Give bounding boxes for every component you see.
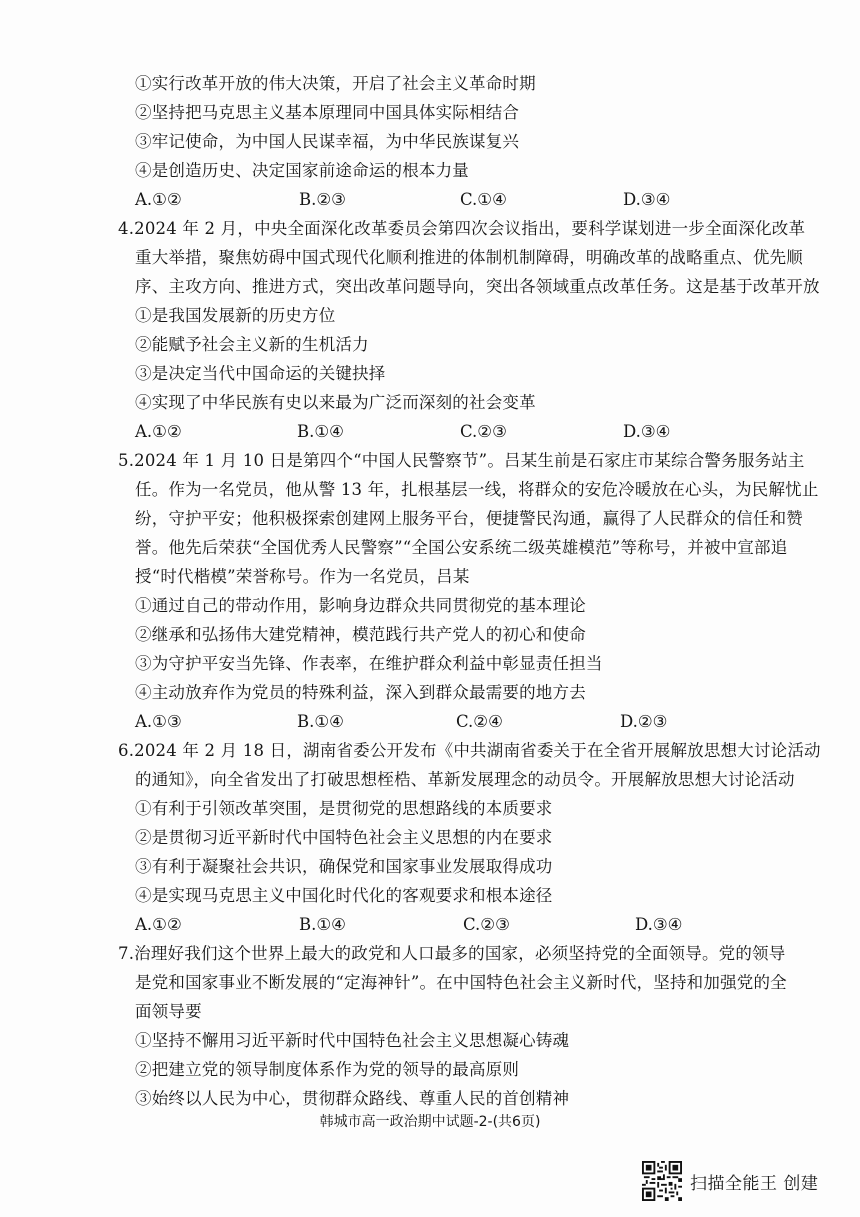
q4-option-c: C.②③	[460, 422, 507, 441]
q5-stem-line-4: 誉。他先后荣获“全国优秀人民警察”“全国公安系统二级英雄模范”等称号，并被中宣部追	[135, 538, 788, 557]
q3-option-c: C.①④	[460, 190, 507, 209]
q7-stem-line-3: 面领导要	[135, 1002, 202, 1021]
q3-statement-3: ③牢记使命，为中国人民谋幸福，为中华民族谋复兴	[135, 132, 520, 151]
q6-statement-1: ①有利于引领改革突围，是贯彻党的思想路线的本质要求	[135, 799, 553, 818]
q3-options	[135, 188, 735, 212]
q5-stem-line-1: 5.2024 年 1 月 10 日是第四个“中国人民警察节”。吕某生前是石家庄市某综合警务服务站主	[118, 451, 805, 470]
q6-options	[135, 913, 735, 937]
q7-stem-line-2: 是党和国家事业不断发展的“定海神针”。在中国特色社会主义新时代，坚持和加强党的全	[135, 973, 787, 992]
q4-statement-2: ②能赋予社会主义新的生机活力	[135, 335, 369, 354]
q5-statement-4: ④主动放弃作为党员的特殊利益，深入到群众最需要的地方去	[135, 683, 586, 702]
q6-stem-line-1: 6.2024 年 2 月 18 日，湖南省委公开发布《中共湖南省委关于在全省开展解放思想大讨论活动	[118, 741, 821, 760]
q6-stem-line-2: 的通知》，向全省发出了打破思想桎梏、革新发展理念的动员令。开展解放思想大讨论活动	[135, 770, 795, 789]
q3-option-a: A.①②	[135, 190, 182, 209]
q4-statement-1: ①是我国发展新的历史方位	[135, 306, 336, 325]
q3-statement-4: ④是创造历史、决定国家前途命运的根本力量	[135, 161, 469, 180]
q5-option-c: C.②④	[456, 712, 503, 731]
q6-statement-3: ③有利于凝聚社会共识，确保党和国家事业发展取得成功	[135, 857, 553, 876]
q5-options	[135, 710, 735, 734]
q5-statement-2: ②继承和弘扬伟大建党精神，模范践行共产党人的初心和使命	[135, 625, 586, 644]
q6-statement-4: ④是实现马克思主义中国化时代化的客观要求和根本途径	[135, 886, 553, 905]
q3-option-b: B.②③	[299, 190, 346, 209]
scanner-stamp-label: 扫描全能王 创建	[690, 1173, 819, 1194]
q3-statement-2: ②坚持把马克思主义基本原理同中国具体实际相结合	[135, 103, 520, 122]
page-footer: 韩城市高一政治期中试题-2-(共6页)	[319, 1114, 541, 1130]
q6-option-c: C.②③	[463, 915, 510, 934]
q5-option-b: B.①④	[297, 712, 344, 731]
q5-stem-line-5: 授“时代楷模”荣誉称号。作为一名党员，吕某	[135, 567, 470, 586]
q3-statement-1: ①实行改革开放的伟大决策，开启了社会主义革命时期	[135, 74, 536, 93]
q5-statement-3: ③为守护平安当先锋、作表率，在维护群众利益中彰显责任担当	[135, 654, 603, 673]
q4-stem-line-2: 重大举措，聚焦妨碍中国式现代化顺利推进的体制机制障碍，明确改革的战略重点、优先顺	[135, 248, 803, 267]
q6-option-b: B.①④	[299, 915, 346, 934]
q5-stem-line-2: 任。作为一名党员，他从警 13 年，扎根基层一线，将群众的安危冷暖放在心头，为民解忧止	[135, 480, 819, 499]
q7-stem-line-1: 7.治理好我们这个世界上最大的政党和人口最多的国家，必须坚持党的全面领导。党的领导	[118, 944, 786, 963]
q4-option-d: D.③④	[623, 422, 671, 441]
q4-statement-3: ③是决定当代中国命运的关键抉择	[135, 364, 386, 383]
q5-statement-1: ①通过自己的带动作用，影响身边群众共同贯彻党的基本理论	[135, 596, 586, 615]
q6-option-d: D.③④	[635, 915, 683, 934]
q5-stem-line-3: 纷，守护平安；他积极探索创建网上服务平台，便捷警民沟通，赢得了人民群众的信任和赞	[135, 509, 803, 528]
q5-option-a: A.①③	[135, 712, 182, 731]
q4-option-b: B.①④	[297, 422, 344, 441]
q7-statement-1: ①坚持不懈用习近平新时代中国特色社会主义思想凝心铸魂	[135, 1031, 570, 1050]
q7-statement-2: ②把建立党的领导制度体系作为党的领导的最高原则	[135, 1060, 520, 1079]
qr-code-icon	[642, 1161, 682, 1201]
q5-option-d: D.②③	[620, 712, 668, 731]
q4-statement-4: ④实现了中华民族有史以来最为广泛而深刻的社会变革	[135, 393, 536, 412]
q7-statement-3: ③始终以人民为中心，贯彻群众路线、尊重人民的首创精神	[135, 1089, 570, 1108]
q4-stem-line-1: 4.2024 年 2 月，中央全面深化改革委员会第四次会议指出，要科学谋划进一步全面深化改革	[118, 219, 806, 238]
q6-option-a: A.①②	[135, 915, 182, 934]
q6-statement-2: ②是贯彻习近平新时代中国特色社会主义思想的内在要求	[135, 828, 553, 847]
scanner-stamp	[642, 1160, 818, 1202]
q4-options	[135, 420, 735, 444]
q3-option-d: D.③④	[623, 190, 671, 209]
q4-option-a: A.①②	[135, 422, 182, 441]
q4-stem-line-3: 序、主攻方向、推进方式，突出改革问题导向，突出各领域重点改革任务。这是基于改革开放	[135, 277, 820, 296]
